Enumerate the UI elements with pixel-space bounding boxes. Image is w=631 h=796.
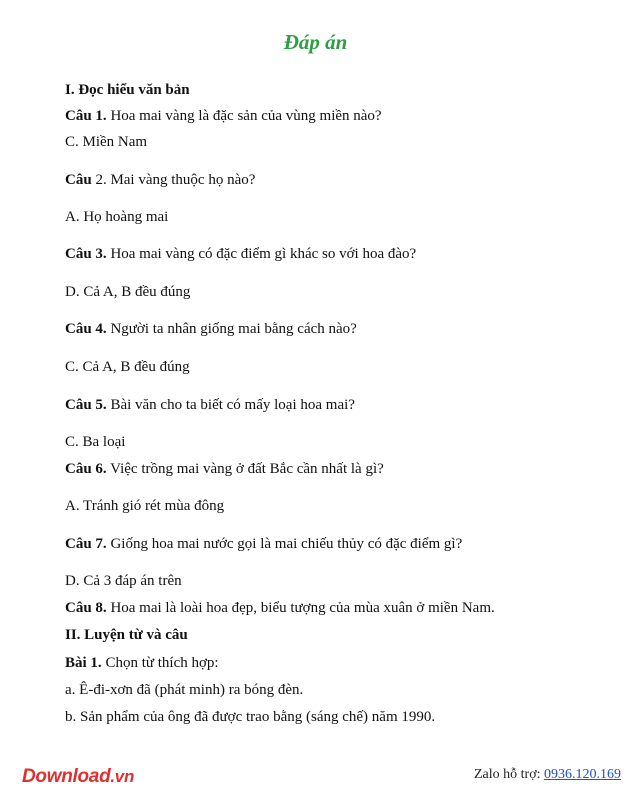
question-label: Câu 7. <box>65 536 107 552</box>
question-6 <box>65 460 384 478</box>
question-label: Câu 4. <box>65 321 107 337</box>
answer-3: D. Cả A, B đều đúng <box>65 284 191 300</box>
answer-1: C. Miền Nam <box>65 134 148 150</box>
page-title: Đáp án <box>283 30 348 54</box>
question-label: Câu <box>65 172 92 188</box>
question-8 <box>65 599 495 617</box>
download-vn-logo[interactable] <box>22 766 134 788</box>
question-text: Hoa mai vàng là đặc sản của vùng miền nào? <box>106 108 382 124</box>
logo-suffix-text: .vn <box>110 767 135 786</box>
question-label: Câu 6. <box>65 461 107 477</box>
question-5 <box>65 396 355 414</box>
question-2 <box>65 171 255 189</box>
question-7 <box>65 535 462 553</box>
question-text: Giống hoa mai nước gọi là mai chiếu thủy có đặc điểm gì? <box>106 536 463 552</box>
question-label: Câu 3. <box>65 246 107 262</box>
answer-7: D. Cả 3 đáp án trên <box>65 573 182 589</box>
question-label: Câu 8. <box>65 600 107 616</box>
answer-5: C. Ba loại <box>65 434 126 450</box>
question-label: Câu 5. <box>65 397 107 413</box>
zalo-support <box>474 767 621 783</box>
section1-heading: I. Đọc hiểu văn bản <box>65 82 190 98</box>
answer-6: A. Tránh gió rét mùa đông <box>65 498 225 514</box>
logo-main-text: Download <box>22 766 111 787</box>
exercise-label: Bài 1. <box>65 655 102 671</box>
question-text: Bài văn cho ta biết có mấy loại hoa mai? <box>106 397 355 413</box>
exercise-1 <box>65 654 219 672</box>
exercise-1-a: a. Ê-đi-xơn đã (phát minh) ra bóng đèn. <box>65 682 304 698</box>
question-text: 2. Mai vàng thuộc họ nào? <box>91 172 256 188</box>
section2-heading: II. Luyện từ và câu <box>65 627 188 643</box>
question-text: Hoa mai là loài hoa đẹp, biểu tượng của mùa xuân ở miền Nam. <box>106 600 495 616</box>
question-text: Việc trồng mai vàng ở đất Bắc cần nhất là gì? <box>106 461 384 477</box>
question-4 <box>65 320 357 338</box>
question-3 <box>65 245 416 263</box>
exercise-1-b: b. Sản phẩm của ông đã được trao bằng (sáng chế) năm 1990. <box>65 709 436 725</box>
question-label: Câu 1. <box>65 108 107 124</box>
question-text: Hoa mai vàng có đặc điểm gì khác so với hoa đào? <box>106 246 417 262</box>
question-1 <box>65 107 382 125</box>
exercise-text: Chọn từ thích hợp: <box>101 655 219 671</box>
support-label: Zalo hỗ trợ: <box>474 767 544 782</box>
answer-4: C. Cả A, B đều đúng <box>65 359 190 375</box>
support-phone-link[interactable]: 0936.120.169 <box>544 767 621 782</box>
answer-2: A. Họ hoàng mai <box>65 209 169 225</box>
question-text: Người ta nhân giống mai bằng cách nào? <box>106 321 357 337</box>
